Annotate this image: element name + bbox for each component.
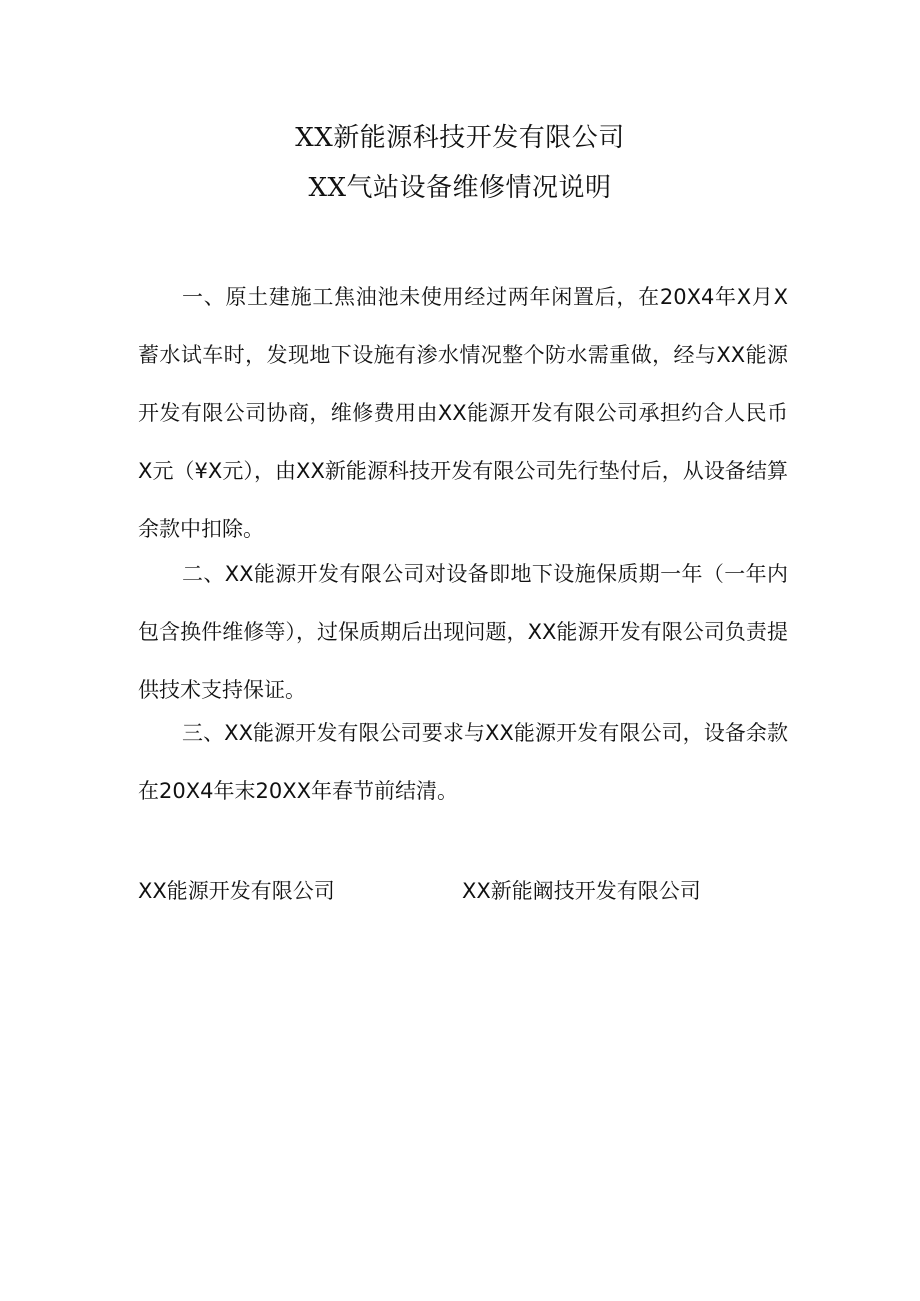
signature-left-company: XX能源开发有限公司 — [138, 879, 335, 903]
document-title-subject: XX气站设备维修情况说明 — [308, 173, 612, 203]
signature-right-company: XX新能阚技开发有限公司 — [462, 879, 701, 903]
paragraph-3: 三、XX能源开发有限公司要求与XX能源开发有限公司，设备余款在20X4年末20XX年春节前结清。 — [138, 721, 788, 803]
paragraph-2: 二、XX能源开发有限公司对设备即地下设施保质期一年（一年内包含换件维修等），过保质期后出现问题，XX能源开发有限公司负责提供技术支持保证。 — [138, 562, 788, 702]
document-title-company: XX新能源科技开发有限公司 — [295, 123, 625, 153]
paragraph-1: 一、原土建施工焦油池未使用经过两年闲置后，在20X4年X月X蓄水试车时，发现地下设施有渗水情况整个防水需重做，经与XX能源开发有限公司协商，维修费用由XX能源开发有限公司承担约合人民币X元（¥X元），由XX新能源科技开发有限公司先行垫付后，从设备结算余款中扣除。 — [138, 285, 788, 541]
